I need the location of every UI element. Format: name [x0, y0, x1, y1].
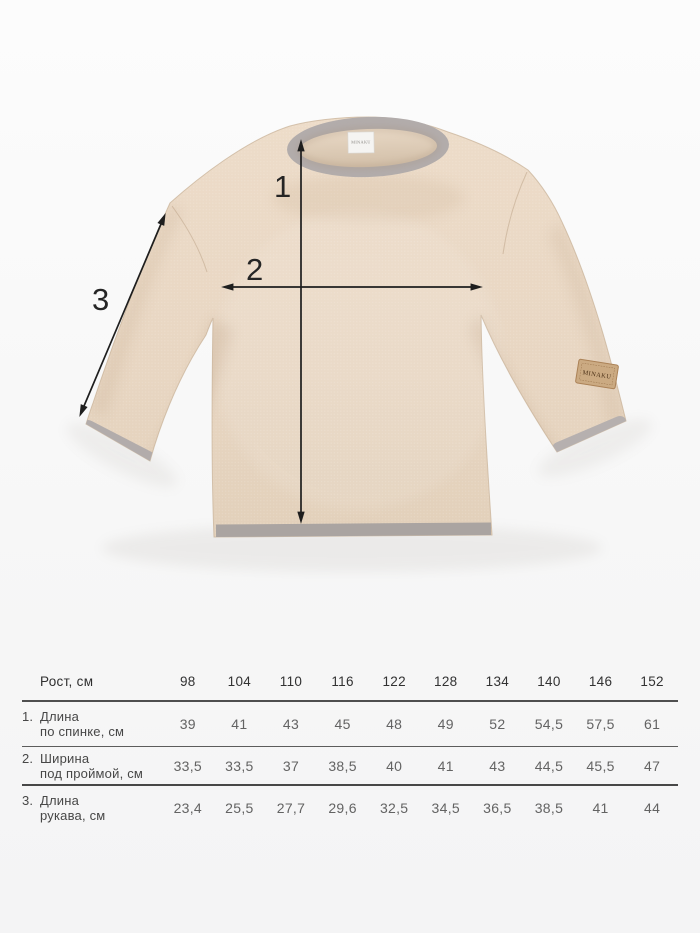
cell-value: 57,5: [586, 716, 615, 732]
row-label-line2: рукава, см: [40, 808, 106, 823]
row-label-line1: Длина: [40, 709, 80, 724]
measure-label-1: 1: [274, 169, 292, 204]
cell-value: 45,5: [586, 757, 615, 774]
size-table: [22, 662, 678, 830]
table-row-back-length: [22, 700, 678, 746]
size-col-104: 104: [227, 673, 252, 689]
sleeve-brand-text: MINAKU: [581, 369, 612, 381]
row-label-line1: Длина: [40, 793, 80, 808]
height-header-label: Рост, см: [40, 673, 94, 689]
measure-label-3: 3: [92, 282, 110, 317]
row-label-line2: по спинке, см: [40, 724, 125, 739]
cell-value: 34,5: [431, 800, 460, 816]
cell-value: 33,5: [173, 757, 203, 774]
neck-brand-label: [348, 132, 374, 153]
measure-label-2: 2: [246, 252, 264, 287]
cell-value: 37: [282, 757, 300, 774]
cell-value: 48: [386, 716, 403, 732]
size-col-122: 122: [382, 673, 406, 689]
table-row-sleeve-length: [22, 784, 678, 830]
size-col-134: 134: [485, 673, 510, 689]
cell-value: 61: [644, 716, 661, 732]
size-col-140: 140: [537, 673, 561, 689]
size-table-header: [22, 662, 678, 700]
size-col-128: 128: [434, 673, 458, 689]
cell-value: 25,5: [225, 800, 254, 816]
cell-value: 38,5: [534, 800, 564, 816]
cell-value: 41: [592, 800, 609, 816]
cell-value: 33,5: [225, 757, 254, 774]
size-col-116: 116: [331, 673, 354, 689]
cell-value: 32,5: [379, 800, 409, 816]
cell-value: 40: [386, 757, 403, 774]
row-label: [40, 709, 124, 739]
size-col-98: 98: [179, 673, 196, 689]
cell-value: 27,7: [276, 800, 306, 816]
size-col-110: 110: [279, 673, 303, 689]
cell-value: 39: [179, 716, 196, 732]
row-label: [40, 793, 105, 823]
row-number: 1.: [22, 709, 34, 724]
row-label-cell: [22, 793, 162, 823]
cell-value: 52: [489, 716, 506, 732]
table-row-underarm-width: [22, 746, 678, 784]
row-label-line1: Ширина: [40, 750, 90, 766]
neck-brand-text: MINAKU: [351, 139, 371, 145]
header-label-cell: [22, 674, 162, 689]
row-label-cell: [22, 751, 162, 781]
cell-value: 45: [334, 716, 351, 732]
cell-value: 43: [282, 716, 300, 732]
cell-value: 43: [489, 757, 506, 774]
cell-value: 49: [437, 716, 454, 732]
cell-value: 44,5: [534, 757, 564, 774]
row-label-cell: [22, 709, 162, 739]
row-label-line2: под проймой, см: [40, 765, 144, 781]
size-col-146: 146: [588, 673, 613, 689]
row-label: [40, 751, 143, 781]
cell-value: 29,6: [328, 800, 357, 816]
cell-value: 47: [644, 757, 661, 774]
size-col-152: 152: [640, 673, 664, 689]
cell-value: 41: [231, 716, 248, 732]
cell-value: 36,5: [483, 800, 512, 816]
cell-value: 23,4: [173, 800, 203, 816]
cell-value: 54,5: [534, 716, 564, 732]
row-number: 2.: [22, 750, 34, 766]
cell-value: 38,5: [328, 757, 357, 774]
row-number: 3.: [22, 793, 34, 808]
cell-value: 41: [437, 757, 454, 774]
cell-value: 44: [644, 800, 661, 816]
